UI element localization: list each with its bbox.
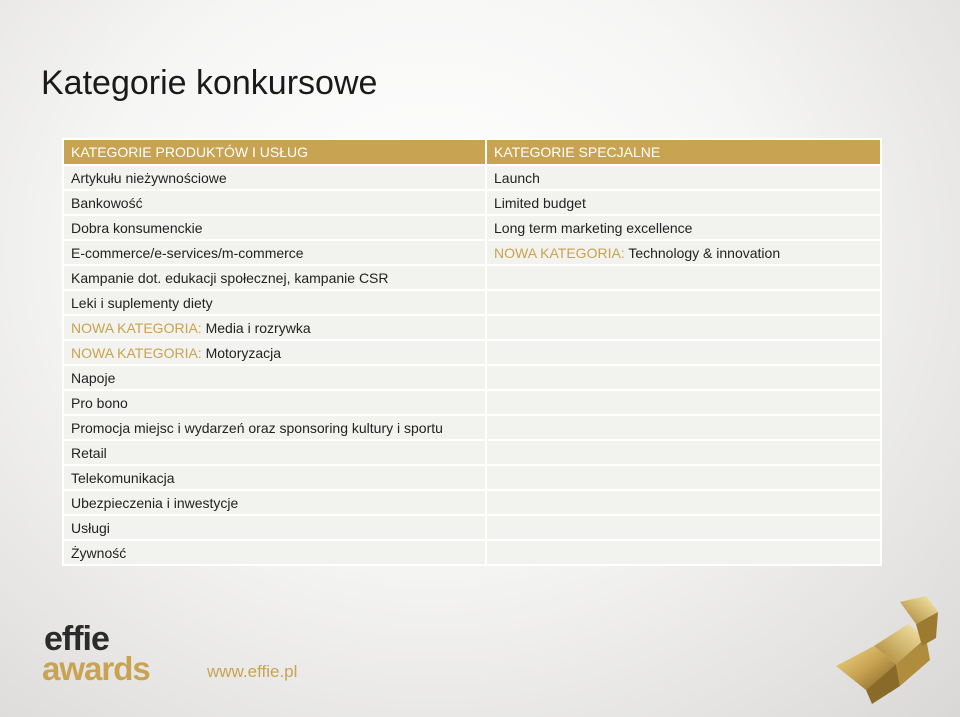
right-category-cell [486,440,881,465]
category-name: Promocja miejsc i wydarzeń oraz sponsoring kultury i sportu [71,419,443,436]
left-category-cell [63,365,486,390]
left-category-cell [63,390,486,415]
category-name: Kampanie dot. edukacji społecznej, kampanie CSR [71,269,389,286]
right-category-cell [486,515,881,540]
new-category-label: NOWA KATEGORIA: [71,319,202,336]
category-name: Napoje [71,369,116,386]
logo-effie-text: effie [44,620,109,658]
header-product-categories: KATEGORIE PRODUKTÓW I USŁUG [63,139,486,165]
category-name: Dobra konsumenckie [71,219,203,236]
table-row [63,390,881,415]
table-row [63,265,881,290]
left-category-cell [63,190,486,215]
table-row [63,415,881,440]
trophy-icon [826,594,946,704]
category-name: Żywność [71,544,127,561]
category-name: E-commerce/e-services/m-commerce [71,244,304,261]
left-category-cell [63,465,486,490]
right-category-cell [486,265,881,290]
page-title: Kategorie konkursowe [41,64,378,102]
category-name: Telekomunikacja [71,469,175,486]
category-name: Launch [494,169,540,186]
category-name: Leki i suplementy diety [71,294,213,311]
left-category-cell [63,490,486,515]
right-category-cell [486,490,881,515]
right-category-cell [486,540,881,565]
table-row [63,190,881,215]
category-name: Pro bono [71,394,128,411]
left-category-cell [63,440,486,465]
right-category-cell [486,465,881,490]
table-row [63,465,881,490]
right-category-cell [486,165,881,190]
left-category-cell [63,290,486,315]
right-category-cell [486,365,881,390]
table-row [63,440,881,465]
right-category-cell [486,315,881,340]
left-category-cell [63,265,486,290]
header-special-categories: KATEGORIE SPECJALNE [486,139,881,165]
category-name: Motoryzacja [205,344,282,361]
table-header-row [63,139,881,165]
right-category-cell [486,390,881,415]
categories-table [62,138,882,566]
effie-awards-logo [42,620,182,684]
right-category-cell [486,340,881,365]
left-category-cell [63,165,486,190]
table-row [63,215,881,240]
right-category-cell [486,240,881,265]
category-name: Usługi [71,519,110,536]
category-name: Retail [71,444,107,461]
effie-website-link[interactable]: www.effie.pl [207,662,298,681]
category-name: Long term marketing excellence [494,219,693,236]
category-name: Technology & innovation [628,244,781,261]
left-category-cell [63,515,486,540]
right-category-cell [486,215,881,240]
left-category-cell [63,315,486,340]
table-row [63,240,881,265]
category-name: Limited budget [494,194,586,211]
category-name: Media i rozrywka [205,319,311,336]
table-row [63,490,881,515]
right-category-cell [486,190,881,215]
new-category-label: NOWA KATEGORIA: [494,244,625,261]
table-row [63,340,881,365]
table-row [63,515,881,540]
right-category-cell [486,290,881,315]
table-row [63,365,881,390]
table-row [63,540,881,565]
new-category-label: NOWA KATEGORIA: [71,344,202,361]
table-row [63,290,881,315]
left-category-cell [63,215,486,240]
logo-awards-text: awards [42,650,150,684]
table-row [63,165,881,190]
table-row [63,315,881,340]
left-category-cell [63,240,486,265]
category-name: Bankowość [71,194,143,211]
categories-table-body [63,165,881,565]
left-category-cell [63,540,486,565]
category-name: Artykułu nieżywnościowe [71,169,227,186]
left-category-cell [63,415,486,440]
right-category-cell [486,415,881,440]
left-category-cell [63,340,486,365]
category-name: Ubezpieczenia i inwestycje [71,494,239,511]
